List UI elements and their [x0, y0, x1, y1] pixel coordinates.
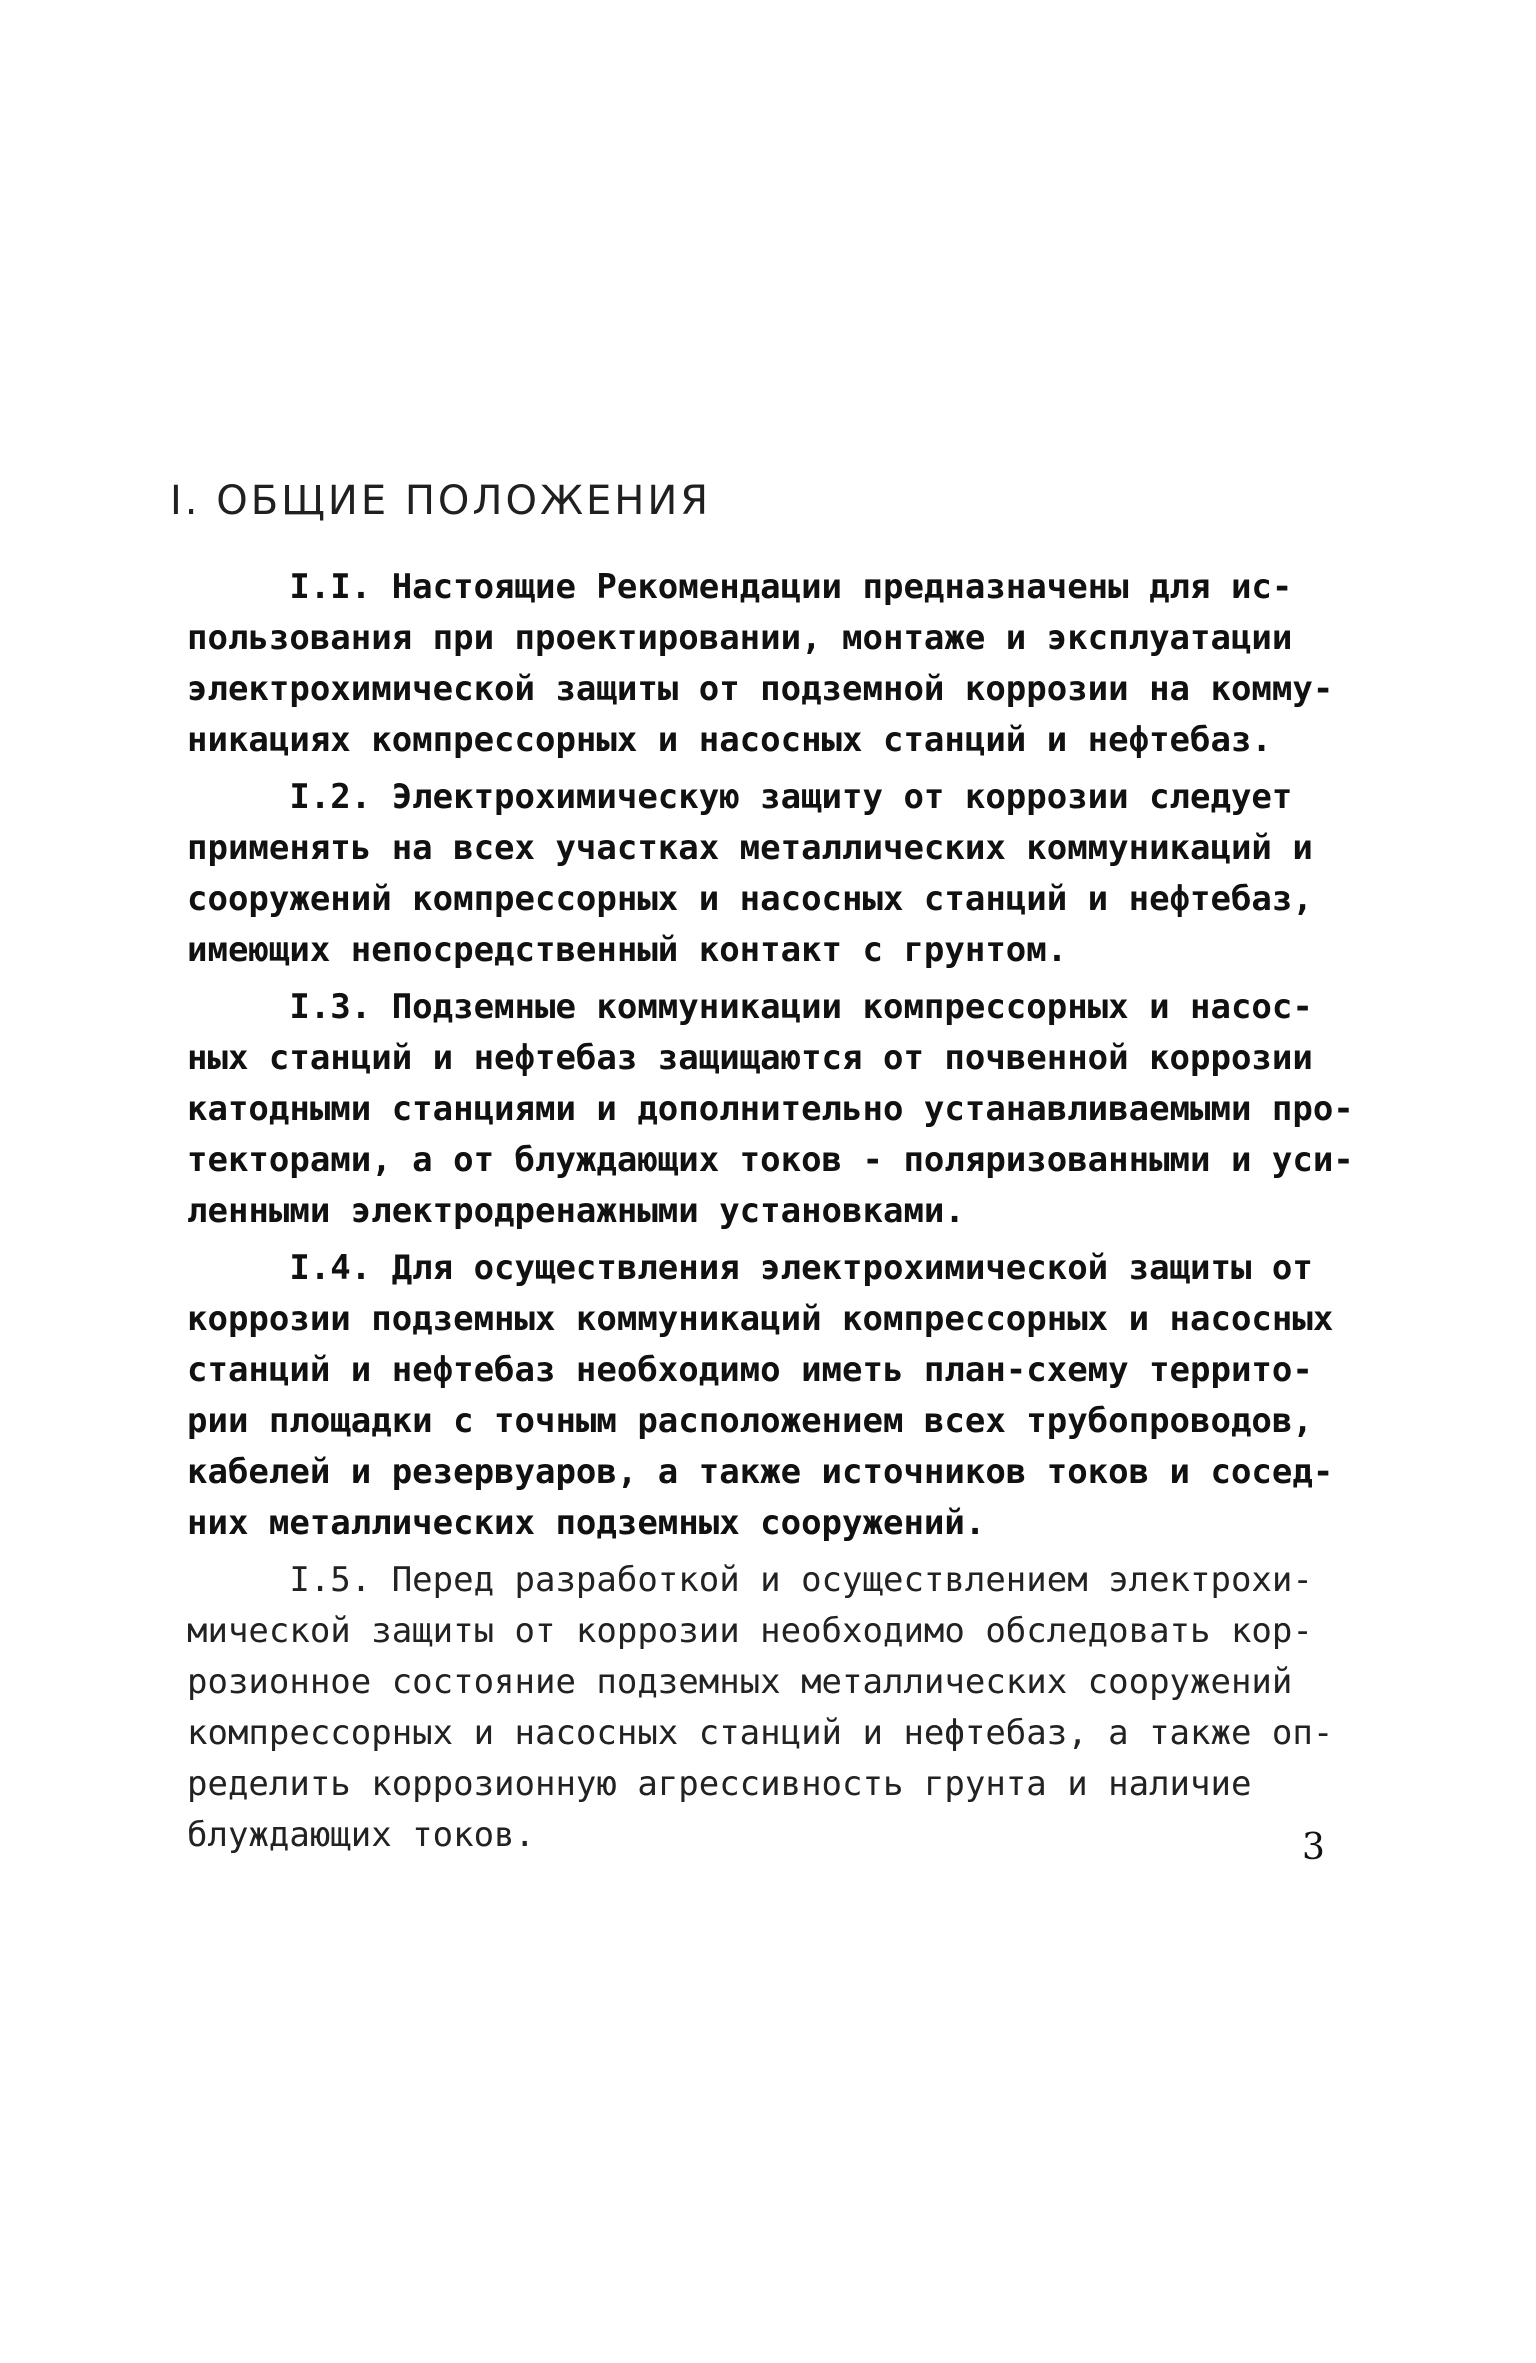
text-line: мической защиты от коррозии необходимо обследовать кор- [187, 1611, 1313, 1651]
text-line: рии площадки с точным расположением всех трубопроводов, [187, 1401, 1313, 1441]
text-line: сооружений компрессорных и насосных станций и нефтебаз, [187, 879, 1313, 919]
paragraph-1-4 [187, 1243, 1334, 1549]
text-line: компрессорных и насосных станций и нефтебаз, а также оп- [187, 1713, 1334, 1753]
text-line: I.5. Перед разработкой и осуществлением электрохи- [187, 1560, 1313, 1600]
text-line: блуждающих токов. [187, 1815, 535, 1855]
text-line: коррозии подземных коммуникаций компрессорных и насосных [187, 1299, 1334, 1339]
text-line: I.3. Подземные коммуникации компрессорных и насос- [187, 987, 1313, 1027]
text-line: никациях компрессорных и насосных станций и нефтебаз. [187, 720, 1272, 760]
body-text [187, 562, 1354, 1867]
text-line: ленными электродренажными установками. [187, 1191, 965, 1231]
text-line: кабелей и резервуаров, а также источников токов и сосед- [187, 1452, 1334, 1492]
text-line: розионное состояние подземных металлических сооружений [187, 1662, 1293, 1702]
text-line: применять на всех участках металлических коммуникаций и [187, 828, 1313, 868]
text-line: текторами, а от блуждающих токов - поляризованными и уси- [187, 1140, 1354, 1180]
page-number: 3 [1302, 1827, 1325, 1868]
text-line: I.4. Для осуществления электрохимической защиты от [187, 1248, 1313, 1288]
text-line: станций и нефтебаз необходимо иметь план-схему террито- [187, 1350, 1313, 1390]
text-line: ных станций и нефтебаз защищаются от почвенной коррозии [187, 1038, 1313, 1078]
text-line: I.2. Электрохимическую защиту от коррозии следует [187, 777, 1293, 817]
section-title: I. ОБЩИЕ ПОЛОЖЕНИЯ [170, 478, 712, 524]
text-line: имеющих непосредственный контакт с грунтом. [187, 930, 1068, 970]
text-line: электрохимической защиты от подземной коррозии на комму- [187, 669, 1334, 709]
paragraph-1-1 [187, 562, 1334, 766]
paragraph-1-2 [187, 772, 1317, 976]
paragraph-1-5 [187, 1555, 1334, 1861]
paragraph-1-3 [187, 982, 1354, 1237]
text-line: пользования при проектировании, монтаже и эксплуатации [187, 618, 1293, 658]
text-line: катодными станциями и дополнительно устанавливаемыми про- [187, 1089, 1354, 1129]
text-line: них металлических подземных сооружений. [187, 1503, 986, 1543]
text-line: I.I. Настоящие Рекомендации предназначены для ис- [187, 567, 1293, 607]
text-line: ределить коррозионную агрессивность грунта и наличие [187, 1764, 1252, 1804]
